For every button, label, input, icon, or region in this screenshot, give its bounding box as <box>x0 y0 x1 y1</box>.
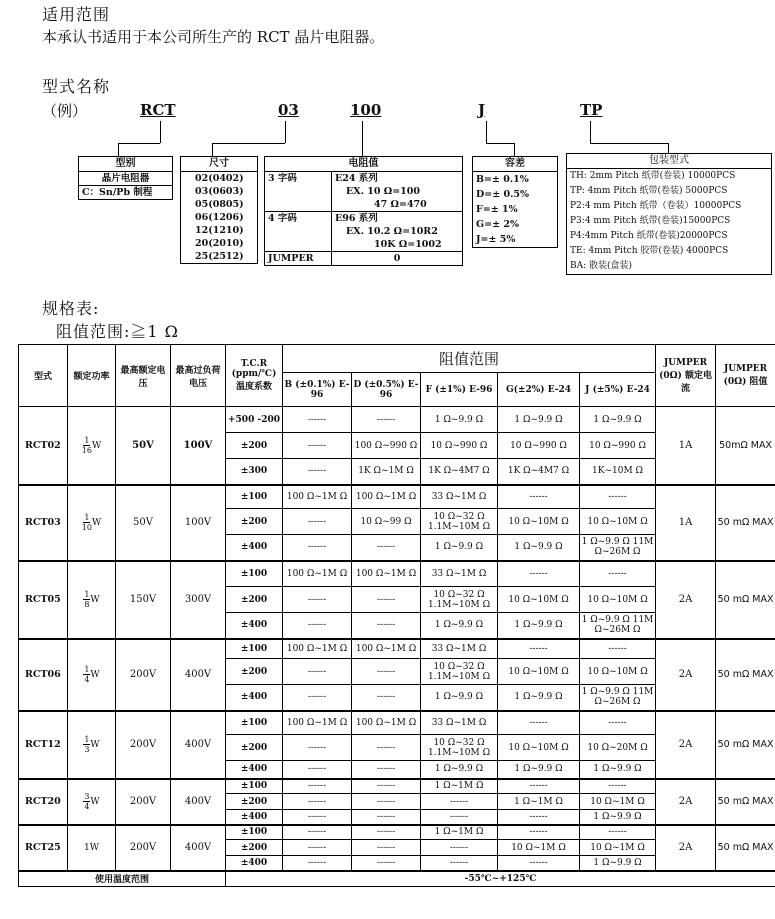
range-g-cell: 1 Ω~9.9 Ω <box>498 535 580 561</box>
header-j: J (±5%) E-24 <box>580 373 656 407</box>
size-box-row: 06(1206) <box>195 212 244 223</box>
table-row <box>19 407 775 433</box>
spec-body <box>19 407 775 871</box>
range-f-cell: 1K Ω~4M7 Ω <box>421 459 498 485</box>
jumper-resistance-cell: 50 mΩ MAX <box>716 485 775 561</box>
size-box-row: 20(2010) <box>195 238 244 249</box>
power-cell <box>68 407 116 485</box>
model-cell: RCT25 <box>19 825 68 871</box>
range-f-cell: ------ <box>421 840 498 856</box>
code-size: 03 <box>278 101 299 119</box>
e24-example-1: EX. 10 Ω=100 <box>346 186 421 197</box>
size-box-row: 05(0805) <box>195 199 244 210</box>
packing-row: TH: 2mm Pitch 纸带(卷装) 10000PCS <box>570 171 736 181</box>
range-b-cell: ------ <box>283 685 352 711</box>
tcr-cell: ±100 <box>226 561 283 587</box>
overload-voltage-cell: 100V <box>171 485 226 561</box>
range-g-cell: 10 Ω~10M Ω <box>498 509 580 535</box>
size-box-row: 02(0402) <box>195 173 244 184</box>
range-j-cell: 1 Ω~9.9 Ω <box>580 761 656 779</box>
range-j-cell: 10 Ω~990 Ω <box>580 433 656 459</box>
range-d-cell: 1K Ω~1M Ω <box>352 459 421 485</box>
range-j-cell: 1 Ω~9.9 Ω 11M Ω~26M Ω <box>580 685 656 711</box>
range-j-cell: 1 Ω~9.9 Ω <box>580 810 656 825</box>
power-unit: 1W <box>84 842 99 853</box>
tolerance-box-title: 容差 <box>473 157 557 172</box>
range-b-cell: ------ <box>283 535 352 561</box>
size-box-row: 12(1210) <box>195 225 244 236</box>
max-voltage-cell: 150V <box>116 561 171 639</box>
range-b-cell: ------ <box>283 407 352 433</box>
type-box-title: 型别 <box>79 157 172 172</box>
scope-heading: 适用范围 <box>42 5 111 24</box>
header-tcr: T.C.R (ppm/℃) 温度系数 <box>226 345 283 407</box>
power-unit: W <box>90 740 100 750</box>
range-d-cell: ------ <box>352 794 421 810</box>
packing-row: TP: 4mm Pitch 纸带(卷装) 5000PCS <box>570 186 728 196</box>
tolerance-row: J=± 5% <box>476 234 516 245</box>
model-cell: RCT20 <box>19 779 68 825</box>
range-b-cell: ------ <box>283 856 352 871</box>
power-numerator: 3 <box>84 792 90 801</box>
power-cell <box>68 639 116 711</box>
range-b-cell: ------ <box>283 825 352 840</box>
packing-row: TE: 4mm Pitch 胶带(卷装) 4000PCS <box>570 246 729 256</box>
power-numerator: 1 <box>84 735 90 744</box>
range-f-cell: 1 Ω~9.9 Ω <box>421 685 498 711</box>
connector-tol-v <box>514 143 515 156</box>
tcr-cell: +500 -200 <box>226 407 283 433</box>
range-d-cell: ------ <box>352 587 421 613</box>
model-cell: RCT02 <box>19 407 68 485</box>
jumper-resistance-cell: 50 mΩ MAX <box>716 825 775 871</box>
e24-detail <box>332 172 462 211</box>
model-cell: RCT05 <box>19 561 68 639</box>
range-d-cell: ------ <box>352 735 421 761</box>
range-g-cell: ------ <box>498 639 580 659</box>
tcr-cell: ±200 <box>226 840 283 856</box>
packing-row: P4:4mm Pitch 纸带(卷装)20000PCS <box>570 231 728 241</box>
tcr-cell: ±200 <box>226 794 283 810</box>
e24-label: 3 字码 <box>265 172 332 211</box>
range-j-cell: ------ <box>580 561 656 587</box>
range-g-cell: 1 Ω~9.9 Ω <box>498 761 580 779</box>
header-range: 阻值范围 <box>283 345 656 373</box>
type-box-row: C：Sn/Pb 制程 <box>82 187 153 198</box>
range-b-cell: 100 Ω~1M Ω <box>283 485 352 509</box>
power-unit: W <box>90 797 100 807</box>
range-d-cell: ------ <box>352 659 421 685</box>
spec-heading: 规格表: <box>42 299 100 318</box>
tcr-cell: ±100 <box>226 639 283 659</box>
jumper-current-cell: 1A <box>656 407 716 485</box>
header-f: F (±1%) E-96 <box>421 373 498 407</box>
power-cell <box>68 711 116 779</box>
resistance-box-title: 电阻值 <box>265 157 462 172</box>
tcr-cell: ±200 <box>226 509 283 535</box>
header-overload-voltage: 最高过负荷电压 <box>171 345 226 407</box>
naming-heading: 型式名称 <box>42 77 111 96</box>
e96-example-2: 10K Ω=1002 <box>374 239 442 250</box>
power-denominator: 4 <box>84 675 90 684</box>
tcr-cell: ±100 <box>226 825 283 840</box>
e96-title: E96 系列 <box>335 213 378 224</box>
power-cell <box>68 561 116 639</box>
header-power: 额定功率 <box>68 345 116 407</box>
range-j-cell: 1 Ω~9.9 Ω 11M Ω~26M Ω <box>580 535 656 561</box>
jumper-current-cell: 2A <box>656 561 716 639</box>
header-d: D (±0.5%) E-96 <box>352 373 421 407</box>
range-b-cell: ------ <box>283 840 352 856</box>
overload-voltage-cell: 400V <box>171 711 226 779</box>
code-tolerance: J <box>478 101 486 119</box>
tcr-cell: ±400 <box>226 685 283 711</box>
range-g-cell: ------ <box>498 561 580 587</box>
jumper-current-cell: 2A <box>656 825 716 871</box>
jumper-resistance-cell: 50mΩ MAX <box>716 407 775 485</box>
range-d-cell: ------ <box>352 840 421 856</box>
scope-text: 本承认书适用于本公司所生产的 RCT 晶片电阻器。 <box>42 28 385 46</box>
overload-voltage-cell: 400V <box>171 825 226 871</box>
range-f-cell: 10 Ω~32 Ω 1.1M~10M Ω <box>421 659 498 685</box>
jumper-resistance-cell: 50 mΩ MAX <box>716 639 775 711</box>
size-box-row: 03(0603) <box>195 186 244 197</box>
header-jumper-current: JUMPER (0Ω) 额定电流 <box>656 345 716 407</box>
packing-row: P2:4 mm Pitch 纸带（卷装）10000PCS <box>570 201 742 211</box>
range-g-cell: 1 Ω~9.9 Ω <box>498 407 580 433</box>
tcr-cell: ±400 <box>226 535 283 561</box>
tcr-cell: ±200 <box>226 587 283 613</box>
range-d-cell: ------ <box>352 685 421 711</box>
jumper-resistance-cell: 50 mΩ MAX <box>716 561 775 639</box>
range-f-cell: 1 Ω~1M Ω <box>421 825 498 840</box>
power-fraction <box>82 513 92 532</box>
range-f-cell: 1 Ω~9.9 Ω <box>421 761 498 779</box>
range-g-cell: 10 Ω~1M Ω <box>498 840 580 856</box>
connector-pack-h <box>590 143 668 144</box>
range-g-cell: 10 Ω~10M Ω <box>498 735 580 761</box>
jumper-current-cell: 2A <box>656 639 716 711</box>
power-denominator: 8 <box>84 600 90 609</box>
spec-table <box>18 344 775 887</box>
range-f-cell: 33 Ω~1M Ω <box>421 561 498 587</box>
range-j-cell: ------ <box>580 485 656 509</box>
code-packing: TP <box>580 101 603 119</box>
power-denominator: 16 <box>81 445 92 455</box>
range-d-cell: 10 Ω~99 Ω <box>352 509 421 535</box>
packing-box <box>566 153 772 275</box>
range-d-cell: ------ <box>352 761 421 779</box>
jumper-value: 0 <box>393 253 401 264</box>
range-b-cell: ------ <box>283 587 352 613</box>
range-g-cell: 10 Ω~10M Ω <box>498 659 580 685</box>
range-f-cell: ------ <box>421 856 498 871</box>
range-j-cell: 10 Ω~10M Ω <box>580 659 656 685</box>
range-g-cell: ------ <box>498 856 580 871</box>
range-g-cell: 1 Ω~9.9 Ω <box>498 685 580 711</box>
range-d-cell: 100 Ω~1M Ω <box>352 711 421 735</box>
table-row <box>19 711 775 735</box>
power-cell <box>68 779 116 825</box>
range-g-cell: ------ <box>498 779 580 794</box>
header-b: B (±0.1%) E-96 <box>283 373 352 407</box>
range-f-cell: 1 Ω~9.9 Ω <box>421 613 498 639</box>
connector-type-v <box>118 143 119 156</box>
packing-row: P3:4 mm Pitch 纸带(卷装)15000PCS <box>570 216 731 226</box>
power-denominator: 10 <box>81 523 92 532</box>
range-d-cell: 100 Ω~1M Ω <box>352 485 421 509</box>
range-b-cell: ------ <box>283 735 352 761</box>
range-d-cell: 100 Ω~990 Ω <box>352 433 421 459</box>
range-d-cell: ------ <box>352 856 421 871</box>
range-b-cell: ------ <box>283 659 352 685</box>
range-j-cell: 1 Ω~9.9 Ω 11M Ω~26M Ω <box>580 613 656 639</box>
range-f-cell: 10 Ω~32 Ω 1.1M~10M Ω <box>421 509 498 535</box>
code-resistance: 100 <box>350 101 382 119</box>
size-box-row: 25(2512) <box>195 251 244 262</box>
model-cell: RCT12 <box>19 711 68 779</box>
range-f-cell: ------ <box>421 794 498 810</box>
tcr-cell: ±400 <box>226 613 283 639</box>
range-b-cell: 100 Ω~1M Ω <box>283 711 352 735</box>
range-d-cell: 100 Ω~1M Ω <box>352 561 421 587</box>
table-row <box>19 825 775 840</box>
range-j-cell: 10 Ω~1M Ω <box>580 794 656 810</box>
connector-res <box>362 121 363 156</box>
range-f-cell: 33 Ω~1M Ω <box>421 639 498 659</box>
range-f-cell: 33 Ω~1M Ω <box>421 711 498 735</box>
table-row <box>19 485 775 509</box>
e96-label: 4 字码 <box>265 212 332 251</box>
range-b-cell: ------ <box>283 761 352 779</box>
tcr-cell: ±100 <box>226 711 283 735</box>
max-voltage-cell: 200V <box>116 639 171 711</box>
connector-tol <box>486 121 487 143</box>
range-d-cell: ------ <box>352 613 421 639</box>
range-f-cell: 1 Ω~1M Ω <box>421 779 498 794</box>
packing-box-title: 包装型式 <box>567 154 771 169</box>
e24-row <box>265 172 462 212</box>
overload-voltage-cell: 300V <box>171 561 226 639</box>
type-box <box>78 156 173 200</box>
tcr-cell: ±100 <box>226 485 283 509</box>
power-numerator: 1 <box>84 435 90 445</box>
max-voltage-cell: 200V <box>116 779 171 825</box>
range-b-cell: ------ <box>283 509 352 535</box>
range-b-cell: ------ <box>283 810 352 825</box>
jumper-label: JUMPER <box>265 252 332 265</box>
e96-detail <box>332 212 462 251</box>
range-b-cell: ------ <box>283 779 352 794</box>
power-denominator: 3 <box>84 745 90 754</box>
header-jumper-resistance: JUMPER (0Ω) 阻值 <box>716 345 775 407</box>
range-g-cell: 1 Ω~9.9 Ω <box>498 613 580 639</box>
header-g: G(±2%) E-24 <box>498 373 580 407</box>
power-unit: W <box>91 440 102 451</box>
jumper-resistance-cell: 50 mΩ MAX <box>716 779 775 825</box>
connector-type-h <box>118 143 160 144</box>
range-b-cell: ------ <box>283 433 352 459</box>
table-row <box>19 779 775 794</box>
jumper-current-cell: 2A <box>656 779 716 825</box>
overload-voltage-cell: 100V <box>171 407 226 485</box>
tolerance-row: B=± 0.1% <box>476 174 529 185</box>
power-numerator: 1 <box>84 513 90 522</box>
code-type: RCT <box>140 101 176 119</box>
footer-label: 使用温度范围 <box>19 871 226 887</box>
tcr-cell: ±400 <box>226 856 283 871</box>
e24-title: E24 系列 <box>335 173 378 184</box>
range-j-cell: ------ <box>580 779 656 794</box>
power-denominator: 4 <box>84 802 90 811</box>
tolerance-row: F=± 1% <box>476 204 518 215</box>
jumper-current-cell: 1A <box>656 485 716 561</box>
range-j-cell: 1K~10M Ω <box>580 459 656 485</box>
power-fraction <box>82 436 92 455</box>
range-j-cell: 10 Ω~10M Ω <box>580 587 656 613</box>
overload-voltage-cell: 400V <box>171 779 226 825</box>
range-f-cell: 10 Ω~990 Ω <box>421 433 498 459</box>
range-j-cell: 10 Ω~1M Ω <box>580 840 656 856</box>
power-unit: W <box>90 670 100 680</box>
model-cell: RCT03 <box>19 485 68 561</box>
range-j-cell: ------ <box>580 711 656 735</box>
range-j-cell: 1 Ω~9.9 Ω <box>580 856 656 871</box>
range-g-cell: ------ <box>498 711 580 735</box>
power-cell <box>68 485 116 561</box>
range-f-cell: 10 Ω~32 Ω 1.1M~10M Ω <box>421 587 498 613</box>
model-cell: RCT06 <box>19 639 68 711</box>
example-label: （例） <box>42 102 88 120</box>
range-note: 阻值范围:≧1 Ω <box>56 322 179 341</box>
tcr-cell: ±200 <box>226 433 283 459</box>
max-voltage-cell: 200V <box>116 711 171 779</box>
table-row <box>19 561 775 587</box>
range-d-cell: ------ <box>352 535 421 561</box>
size-box-title: 尺寸 <box>181 157 257 172</box>
range-d-cell: ------ <box>352 779 421 794</box>
connector-size-v <box>212 143 213 156</box>
header-max-voltage: 最高额定电压 <box>116 345 171 407</box>
packing-row: BA: 散装(盒装) <box>570 261 633 271</box>
e96-row <box>265 212 462 252</box>
e24-example-2: 47 Ω=470 <box>374 199 427 210</box>
footer-value: -55℃~+125℃ <box>226 871 775 887</box>
type-box-row: 晶片电阻器 <box>79 172 172 186</box>
tcr-cell: ±300 <box>226 459 283 485</box>
range-g-cell: ------ <box>498 825 580 840</box>
jumper-row <box>265 252 462 265</box>
e96-example-1: EX. 10.2 Ω=10R2 <box>346 226 438 237</box>
resistance-box <box>264 156 463 266</box>
power-numerator: 1 <box>84 665 90 674</box>
range-j-cell: 10 Ω~20M Ω <box>580 735 656 761</box>
range-j-cell: 1 Ω~9.9 Ω <box>580 407 656 433</box>
power-unit: W <box>90 595 100 605</box>
power-numerator: 1 <box>84 590 90 599</box>
tcr-cell: ±100 <box>226 779 283 794</box>
range-f-cell: 10 Ω~32 Ω 1.1M~10M Ω <box>421 735 498 761</box>
size-box <box>180 156 258 264</box>
range-g-cell: 10 Ω~10M Ω <box>498 587 580 613</box>
range-d-cell: ------ <box>352 810 421 825</box>
range-j-cell: ------ <box>580 825 656 840</box>
range-f-cell: 1 Ω~9.9 Ω <box>421 407 498 433</box>
range-b-cell: 100 Ω~1M Ω <box>283 639 352 659</box>
range-j-cell: ------ <box>580 639 656 659</box>
range-j-cell: 10 Ω~10M Ω <box>580 509 656 535</box>
range-b-cell: ------ <box>283 613 352 639</box>
range-g-cell: ------ <box>498 810 580 825</box>
connector-size <box>285 121 286 143</box>
connector-size-h <box>212 143 285 144</box>
range-g-cell: 1 Ω~1M Ω <box>498 794 580 810</box>
jumper-current-cell: 2A <box>656 711 716 779</box>
range-f-cell: 1 Ω~9.9 Ω <box>421 535 498 561</box>
power-cell <box>68 825 116 871</box>
header-type: 型式 <box>19 345 68 407</box>
range-g-cell: ------ <box>498 485 580 509</box>
max-voltage-cell: 50V <box>116 407 171 485</box>
tolerance-row: D=± 0.5% <box>476 189 530 200</box>
connector-type <box>160 121 161 143</box>
tcr-cell: ±200 <box>226 735 283 761</box>
range-g-cell: 1K Ω~4M7 Ω <box>498 459 580 485</box>
connector-pack <box>590 121 591 143</box>
range-f-cell: ------ <box>421 810 498 825</box>
jumper-resistance-cell: 50 mΩ MAX <box>716 711 775 779</box>
power-unit: W <box>91 518 102 528</box>
range-f-cell: 33 Ω~1M Ω <box>421 485 498 509</box>
connector-tol-h <box>486 143 514 144</box>
tolerance-row: G=± 2% <box>476 219 519 230</box>
range-d-cell: ------ <box>352 407 421 433</box>
range-d-cell: ------ <box>352 825 421 840</box>
tcr-cell: ±400 <box>226 761 283 779</box>
max-voltage-cell: 50V <box>116 485 171 561</box>
table-row <box>19 639 775 659</box>
tolerance-box <box>472 156 558 248</box>
range-b-cell: 100 Ω~1M Ω <box>283 561 352 587</box>
range-b-cell: ------ <box>283 794 352 810</box>
range-g-cell: 10 Ω~990 Ω <box>498 433 580 459</box>
max-voltage-cell: 200V <box>116 825 171 871</box>
range-d-cell: 100 Ω~1M Ω <box>352 639 421 659</box>
tcr-cell: ±400 <box>226 810 283 825</box>
overload-voltage-cell: 400V <box>171 639 226 711</box>
range-b-cell: ------ <box>283 459 352 485</box>
tcr-cell: ±200 <box>226 659 283 685</box>
